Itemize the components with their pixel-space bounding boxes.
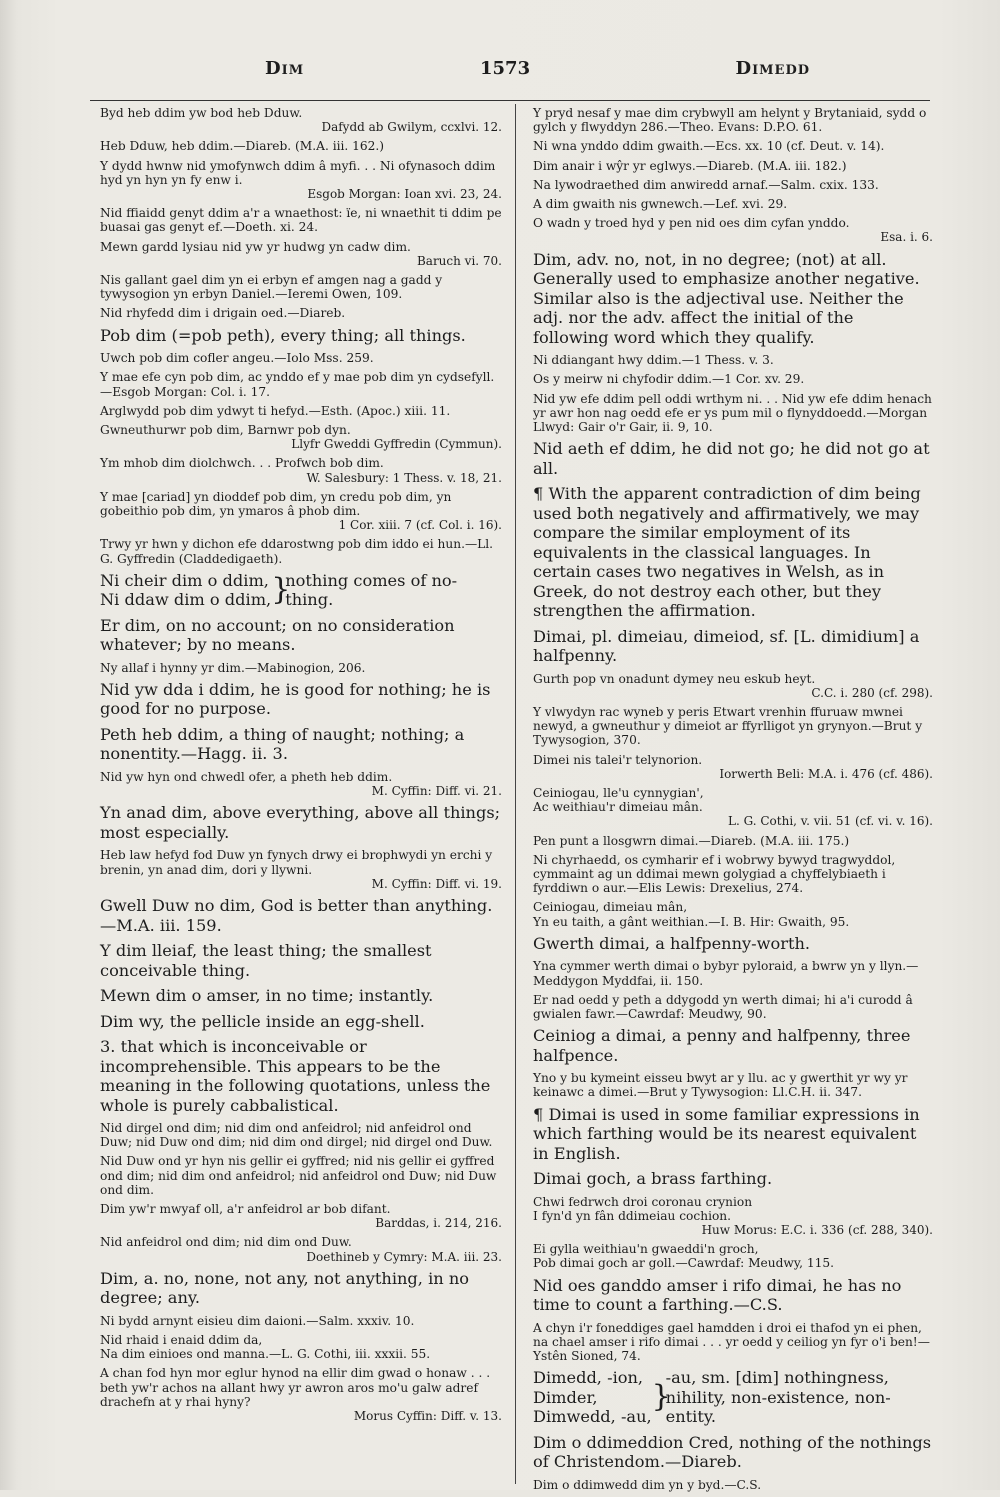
citation — [100, 423, 502, 451]
citation-text: Ceiniogau, lle'u cynnygian', Ac weithiau'r dimeiau mân. — [533, 786, 704, 815]
citation-text: Dim anair i wŷr yr eglwys.—Diareb. (M.A. iii. 182.) — [533, 158, 847, 173]
citation-text: Ei gylla weithiau'n gwaeddi'n groch, Pob dimai goch ar goll.—Cawrdaf: Meudwy, 115. — [533, 1242, 834, 1271]
citation — [533, 1071, 933, 1099]
definition-text: Dim wy, the pellicle inside an egg-shell. — [100, 1011, 425, 1031]
citation — [533, 216, 933, 244]
citation — [100, 370, 502, 398]
citation-text: A chan fod hyn mor eglur hynod na ellir dim gwad o honaw . . . beth yw'r achos na allant hwy yr awron aros mo'u galw adref drachefn at y rhai hyny? — [100, 1366, 491, 1409]
citation — [100, 770, 502, 798]
definition-text: Pob dim (=pob peth), every thing; all things. — [100, 325, 466, 345]
citation — [100, 1366, 502, 1423]
citation-source: Morus Cyffin: Diff. v. 13. — [353, 1409, 502, 1424]
definition-text: ¶ Dimai is used in some familiar expressions in which farthing would be its nearest equivalent in English. — [533, 1104, 920, 1163]
definition-text: Dimai, pl. dimeiau, dimeiod, sf. [L. dimidium] a halfpenny. — [533, 626, 920, 666]
brace-glyph: } — [651, 1379, 671, 1415]
citation-text: Nid dirgel ond dim; nid dim ond anfeidrol; nid anfeidrol ond Duw; nid Duw ond dim; nid dim ond dirgel; nid dirgel ond Duw. — [100, 1121, 493, 1150]
citation-source: Iorwerth Beli: M.A. i. 476 (cf. 486). — [719, 766, 933, 781]
citation-text: Ceiniogau, dimeiau mân, Yn eu taith, a gânt weithian.—I. B. Hir: Gwaith, 95. — [533, 900, 850, 929]
citation-text: Nid yw efe ddim pell oddi wrthym ni. . . Nid yw efe ddim henach yr awr hon nag oedd efe er ys pum mil o flynyddoedd.—Morgan Llwyd: Gair o'r Gair, ii. 9, 10. — [533, 391, 932, 434]
definition — [100, 896, 502, 935]
citation-text: Y mae efe cyn pob dim, ac ynddo ef y mae pob dim yn cydsefyll.—Esgob Morgan: Col. i. 17. — [100, 370, 495, 399]
citation — [533, 1195, 933, 1238]
brace-glyph: } — [271, 572, 291, 608]
citation — [100, 848, 502, 891]
citation — [533, 786, 933, 829]
header-left-guideword: Dim — [265, 58, 305, 79]
definition-text: Mewn dim o amser, in no time; instantly. — [100, 986, 434, 1005]
definition — [533, 934, 933, 954]
definition — [533, 484, 933, 621]
bracket-left-text: Dimedd, -ion, Dimder, Dimwedd, -au, — [533, 1368, 652, 1427]
definition — [100, 1269, 502, 1308]
column-divider — [515, 104, 516, 1484]
citation-source: Baruch vi. 70. — [416, 253, 502, 268]
citation-source: Doethineb y Cymry: M.A. iii. 23. — [306, 1249, 502, 1264]
citation-text: Gwneuthurwr pob dim, Barnwr pob dyn. — [100, 422, 351, 437]
definition — [533, 250, 933, 348]
definition — [533, 1026, 933, 1065]
bracketed-entry — [533, 1368, 933, 1427]
citation-text: Y pryd nesaf y mae dim crybwyll am helynt y Brytaniaid, sydd o gylch y flwyddyn 286.—Theo. Evans: D.P.O. 61. — [533, 106, 927, 135]
header-rule — [90, 100, 930, 101]
citation — [533, 834, 933, 848]
right-column — [533, 106, 933, 1497]
citation — [100, 106, 502, 134]
citation-text: Heb Dduw, heb ddim.—Diareb. (M.A. iii. 162.) — [100, 139, 385, 154]
definition-text: Yn anad dim, above everything, above all things; most especially. — [100, 803, 501, 842]
citation — [533, 353, 933, 367]
definition-text: Peth heb ddim, a thing of naught; nothing; a nonentity.—Hagg. ii. 3. — [100, 724, 465, 764]
citation-text: Dim o ddimwedd dim yn y byd.—C.S. — [533, 1477, 762, 1492]
citation-text: Nid rhyfedd dim i drigain oed.—Diareb. — [100, 306, 346, 321]
citation-text: A chyn i'r foneddiges gael hamdden i droi ei thafod yn ei phen, na chael amser i rifo dimai . . . yr oedd y ceiliog yn fyr o'i ben!—Ystên Sioned, 74. — [533, 1320, 930, 1364]
citation-text: Ni chyrhaedd, os cymharir ef i wobrwy bywyd tragwyddol, cymmaint ag un ddimai mewn golygiad a chyffelybiaeth i fyrddiwn o aur.—Elis Lewis: Drexelius, 274. — [533, 852, 896, 896]
citation — [100, 273, 502, 301]
citation — [533, 993, 933, 1021]
citation — [100, 139, 502, 153]
definition — [533, 439, 933, 478]
definition — [533, 1105, 933, 1164]
definition — [100, 1037, 502, 1115]
citation — [100, 306, 502, 320]
definition-text: Y dim lleiaf, the least thing; the smallest conceivable thing. — [100, 941, 432, 980]
definition — [533, 627, 933, 666]
citation — [100, 537, 502, 565]
citation — [533, 959, 933, 987]
citation — [533, 178, 933, 192]
citation — [533, 853, 933, 896]
definition-text: Dim, a. no, none, not any, not anything, in no degree; any. — [100, 1268, 469, 1308]
definition-text: Dim o ddimeddion Cred, nothing of the nothings of Christendom.—Diareb. — [533, 1432, 932, 1472]
bracketed-entry — [100, 571, 502, 610]
citation — [100, 351, 502, 365]
citation-text: Nid yw hyn ond chwedl ofer, a pheth heb ddim. — [100, 769, 393, 784]
citation — [100, 456, 502, 484]
citation-text: Gurth pop vn onadunt dymey neu eskub heyt. — [533, 671, 816, 686]
citation — [533, 1242, 933, 1270]
definition — [100, 680, 502, 719]
citation-text: Byd heb ddim yw bod heb Dduw. — [100, 106, 303, 120]
citation — [533, 753, 933, 781]
citation — [533, 1321, 933, 1364]
citation-source: L. G. Cothi, v. vii. 51 (cf. vi. v. 16). — [727, 814, 933, 829]
bracket-right-text: -au, sm. [dim] nothingness, nihility, non-existence, non- entity. — [665, 1368, 891, 1427]
definition-text: Er dim, on no account; on no consideration whatever; by no means. — [100, 615, 455, 655]
definition-text: 3. that which is inconceivable or incomprehensible. This appears to be the meaning in the following quotations, unless the whole is purely cabbalistical. — [100, 1037, 491, 1115]
citation-text: Yna cymmer werth dimai o bybyr pyloraid, a bwrw yn y llyn.—Meddygon Myddfai, ii. 150. — [533, 959, 919, 988]
citation-text: Nid ffiaidd genyt ddim a'r a wnaethost: ïe, ni wnaethit ti ddim pe buasai gas genyt ef.—Doeth. xi. 24. — [100, 206, 502, 235]
citation-text: Dim yw'r mwyaf oll, a'r anfeidrol ar bob difant. — [100, 1202, 391, 1217]
citation — [100, 404, 502, 418]
definition — [100, 725, 502, 764]
citation-source: C.C. i. 280 (cf. 298). — [811, 685, 933, 700]
citation-text: Ym mhob dim diolchwch. . . Profwch bob dim. — [100, 456, 384, 471]
citation-text: Nis gallant gael dim yn ei erbyn ef amgen nag a gadd y tywysogion yn erbyn Daniel.—Ieremi Owen, 109. — [100, 273, 443, 302]
citation — [100, 1202, 502, 1230]
citation-text: Trwy yr hwn y dichon efe ddarostwng pob dim iddo ei hun.—Ll. G. Gyffredin (Claddedigaeth). — [100, 537, 493, 566]
citation-text: A dim gwaith nis gwnewch.—Lef. xvi. 29. — [533, 197, 788, 212]
bracket-left-text: Ni cheir dim o ddim, Ni ddaw dim o ddim, — [100, 570, 272, 610]
citation-source: 1 Cor. xiii. 7 (cf. Col. i. 16). — [338, 518, 502, 533]
citation-text: Ni bydd arnynt eisieu dim daioni.—Salm. xxxiv. 10. — [100, 1313, 415, 1328]
citation-source: Dafydd ab Gwilym, ccxlvi. 12. — [321, 120, 502, 135]
citation-source: W. Salesbury: 1 Thess. v. 18, 21. — [306, 470, 502, 485]
citation — [100, 159, 502, 202]
citation-source: M. Cyffin: Diff. vi. 21. — [371, 784, 502, 799]
definition-text: Nid yw dda i ddim, he is good for nothing; he is good for no purpose. — [100, 679, 491, 719]
citation — [100, 661, 502, 675]
citation-text: Chwi fedrwch droi coronau crynion I fyn'd yn fân ddimeiau cochion. — [533, 1194, 753, 1223]
citation-text: Y dydd hwnw nid ymofynwch ddim â myfi. . . Ni ofynasoch ddim hyd yn hyn yn fy enw i. — [100, 158, 496, 187]
citation — [533, 197, 933, 211]
definition — [100, 803, 502, 842]
citation — [100, 1154, 502, 1197]
definition-text: Gwell Duw no dim, God is better than anything.—M.A. iii. 159. — [100, 896, 493, 935]
definition — [533, 1433, 933, 1472]
definition — [100, 986, 502, 1006]
citation — [533, 139, 933, 153]
citation-source: Barddas, i. 214, 216. — [375, 1216, 502, 1231]
citation-text: Na lywodraethed dim anwiredd arnaf.—Salm. cxix. 133. — [533, 177, 879, 192]
citation — [533, 900, 933, 928]
citation-text: Nid rhaid i enaid ddim da, Na dim einioes ond manna.—L. G. Cothi, iii. xxxii. 55. — [100, 1333, 431, 1362]
citation — [533, 392, 933, 435]
citation-text: Mewn gardd lysiau nid yw yr hudwg yn cadw dim. — [100, 239, 411, 254]
citation — [533, 705, 933, 748]
citation — [100, 206, 502, 234]
citation-source: Esgob Morgan: Ioan xvi. 23, 24. — [307, 187, 502, 202]
citation — [100, 1314, 502, 1328]
citation-text: Ni wna ynddo ddim gwaith.—Ecs. xx. 10 (cf. Deut. v. 14). — [533, 139, 885, 154]
citation — [100, 490, 502, 533]
citation-text: Y mae [cariad] yn dioddef pob dim, yn credu pob dim, yn gobeithio pob dim, yn ymaros â phob dim. — [100, 489, 452, 518]
citation-text: Arglwydd pob dim ydwyt ti hefyd.—Esth. (Apoc.) xiii. 11. — [100, 403, 451, 418]
definition-text: Gwerth dimai, a halfpenny-worth. — [533, 933, 811, 953]
citation-text: Ny allaf i hynny yr dim.—Mabinogion, 206. — [100, 660, 366, 675]
definition-text: Ceiniog a dimai, a penny and halfpenny, three halfpence. — [533, 1026, 911, 1065]
citation — [100, 1333, 502, 1361]
definition-text: Nid oes ganddo amser i rifo dimai, he has no time to count a farthing.—C.S. — [533, 1275, 902, 1315]
citation-source: Huw Morus: E.C. i. 336 (cf. 288, 340). — [701, 1223, 933, 1238]
definition — [100, 941, 502, 980]
citation-source: M. Cyffin: Diff. vi. 19. — [371, 876, 502, 891]
definition-text: Dim, adv. no, not, in no degree; (not) at all. Generally used to emphasize another negative. Similar also is the adjectival use. Neither the adj. nor the adv. affect the initial of the following word which they qualify. — [533, 249, 920, 347]
definition-text: ¶ With the apparent contradiction of dim being used both negatively and affirmatively, we may compare the similar employment of its equivalents in the classical languages. In certain cases two negatives in Welsh, as in Greek, do not destroy each other, but they strengthen the affirmation. — [533, 484, 921, 621]
citation-text: Nid Duw ond yr hyn nis gellir ei gyffred; nid nis gellir ei gyffred ond dim; nid dim ond anfeidrol; nid anfeidrol ond Duw; nid Duw ond dim. — [100, 1154, 497, 1197]
header-right-guideword: Dimedd — [735, 58, 810, 79]
citation — [533, 372, 933, 386]
definition — [100, 616, 502, 655]
citation-text: O wadn y troed hyd y pen nid oes dim cyfan ynddo. — [533, 216, 850, 231]
citation-source: Esa. i. 6. — [880, 230, 933, 245]
citation-text: Y vlwydyn rac wyneb y peris Etwart vrenhin ffuruaw mwnei newyd, a gwneuthur y dimeiot ar ffyrlligot yn grynyon.—Brut y Tywysogion, 370. — [533, 705, 923, 748]
definition — [533, 1276, 933, 1315]
citation-text: Heb law hefyd fod Duw yn fynych drwy ei brophwydi yn erchi y brenin, yn anad dim, dori y llywni. — [100, 848, 493, 877]
citation — [100, 240, 502, 268]
citation-text: Os y meirw ni chyfodir ddim.—1 Cor. xv. 29. — [533, 372, 805, 387]
page-number: 1573 — [480, 58, 531, 79]
page-header — [90, 58, 930, 88]
definition — [100, 1012, 502, 1032]
definition — [533, 1169, 933, 1189]
citation — [533, 159, 933, 173]
definition-text: Nid aeth ef ddim, he did not go; he did not go at all. — [533, 439, 930, 478]
bracket-right-text: nothing comes of no- thing. — [285, 570, 458, 610]
citation-text: Pen punt a llosgwrn dimai.—Diareb. (M.A. iii. 175.) — [533, 833, 850, 848]
citation — [533, 106, 933, 134]
citation-text: Uwch pob dim cofler angeu.—Iolo Mss. 259. — [100, 351, 374, 366]
definition-text: Dimai goch, a brass farthing. — [533, 1169, 773, 1189]
definition — [100, 326, 502, 346]
citation-text: Dimei nis talei'r telynorion. — [533, 752, 703, 767]
citation-text: Ni ddiangant hwy ddim.—1 Thess. v. 3. — [533, 353, 774, 368]
citation — [533, 672, 933, 700]
citation — [100, 1121, 502, 1149]
left-column — [100, 106, 502, 1428]
citation-source: Llyfr Gweddi Gyffredin (Cymmun). — [291, 437, 502, 452]
citation-text: Er nad oedd y peth a ddygodd yn werth dimai; hi a'i curodd â gwialen fawr.—Cawrdaf: Meudwy, 90. — [533, 992, 913, 1021]
citation-text: Nid anfeidrol ond dim; nid dim ond Duw. — [100, 1235, 352, 1250]
citation-text: Yno y bu kymeint eisseu bwyt ar y llu. ac y gwerthit yr wy yr keinawc a dimei.—Brut y Tywysogion: Ll.C.H. ii. 347. — [533, 1071, 908, 1100]
citation — [100, 1235, 502, 1263]
